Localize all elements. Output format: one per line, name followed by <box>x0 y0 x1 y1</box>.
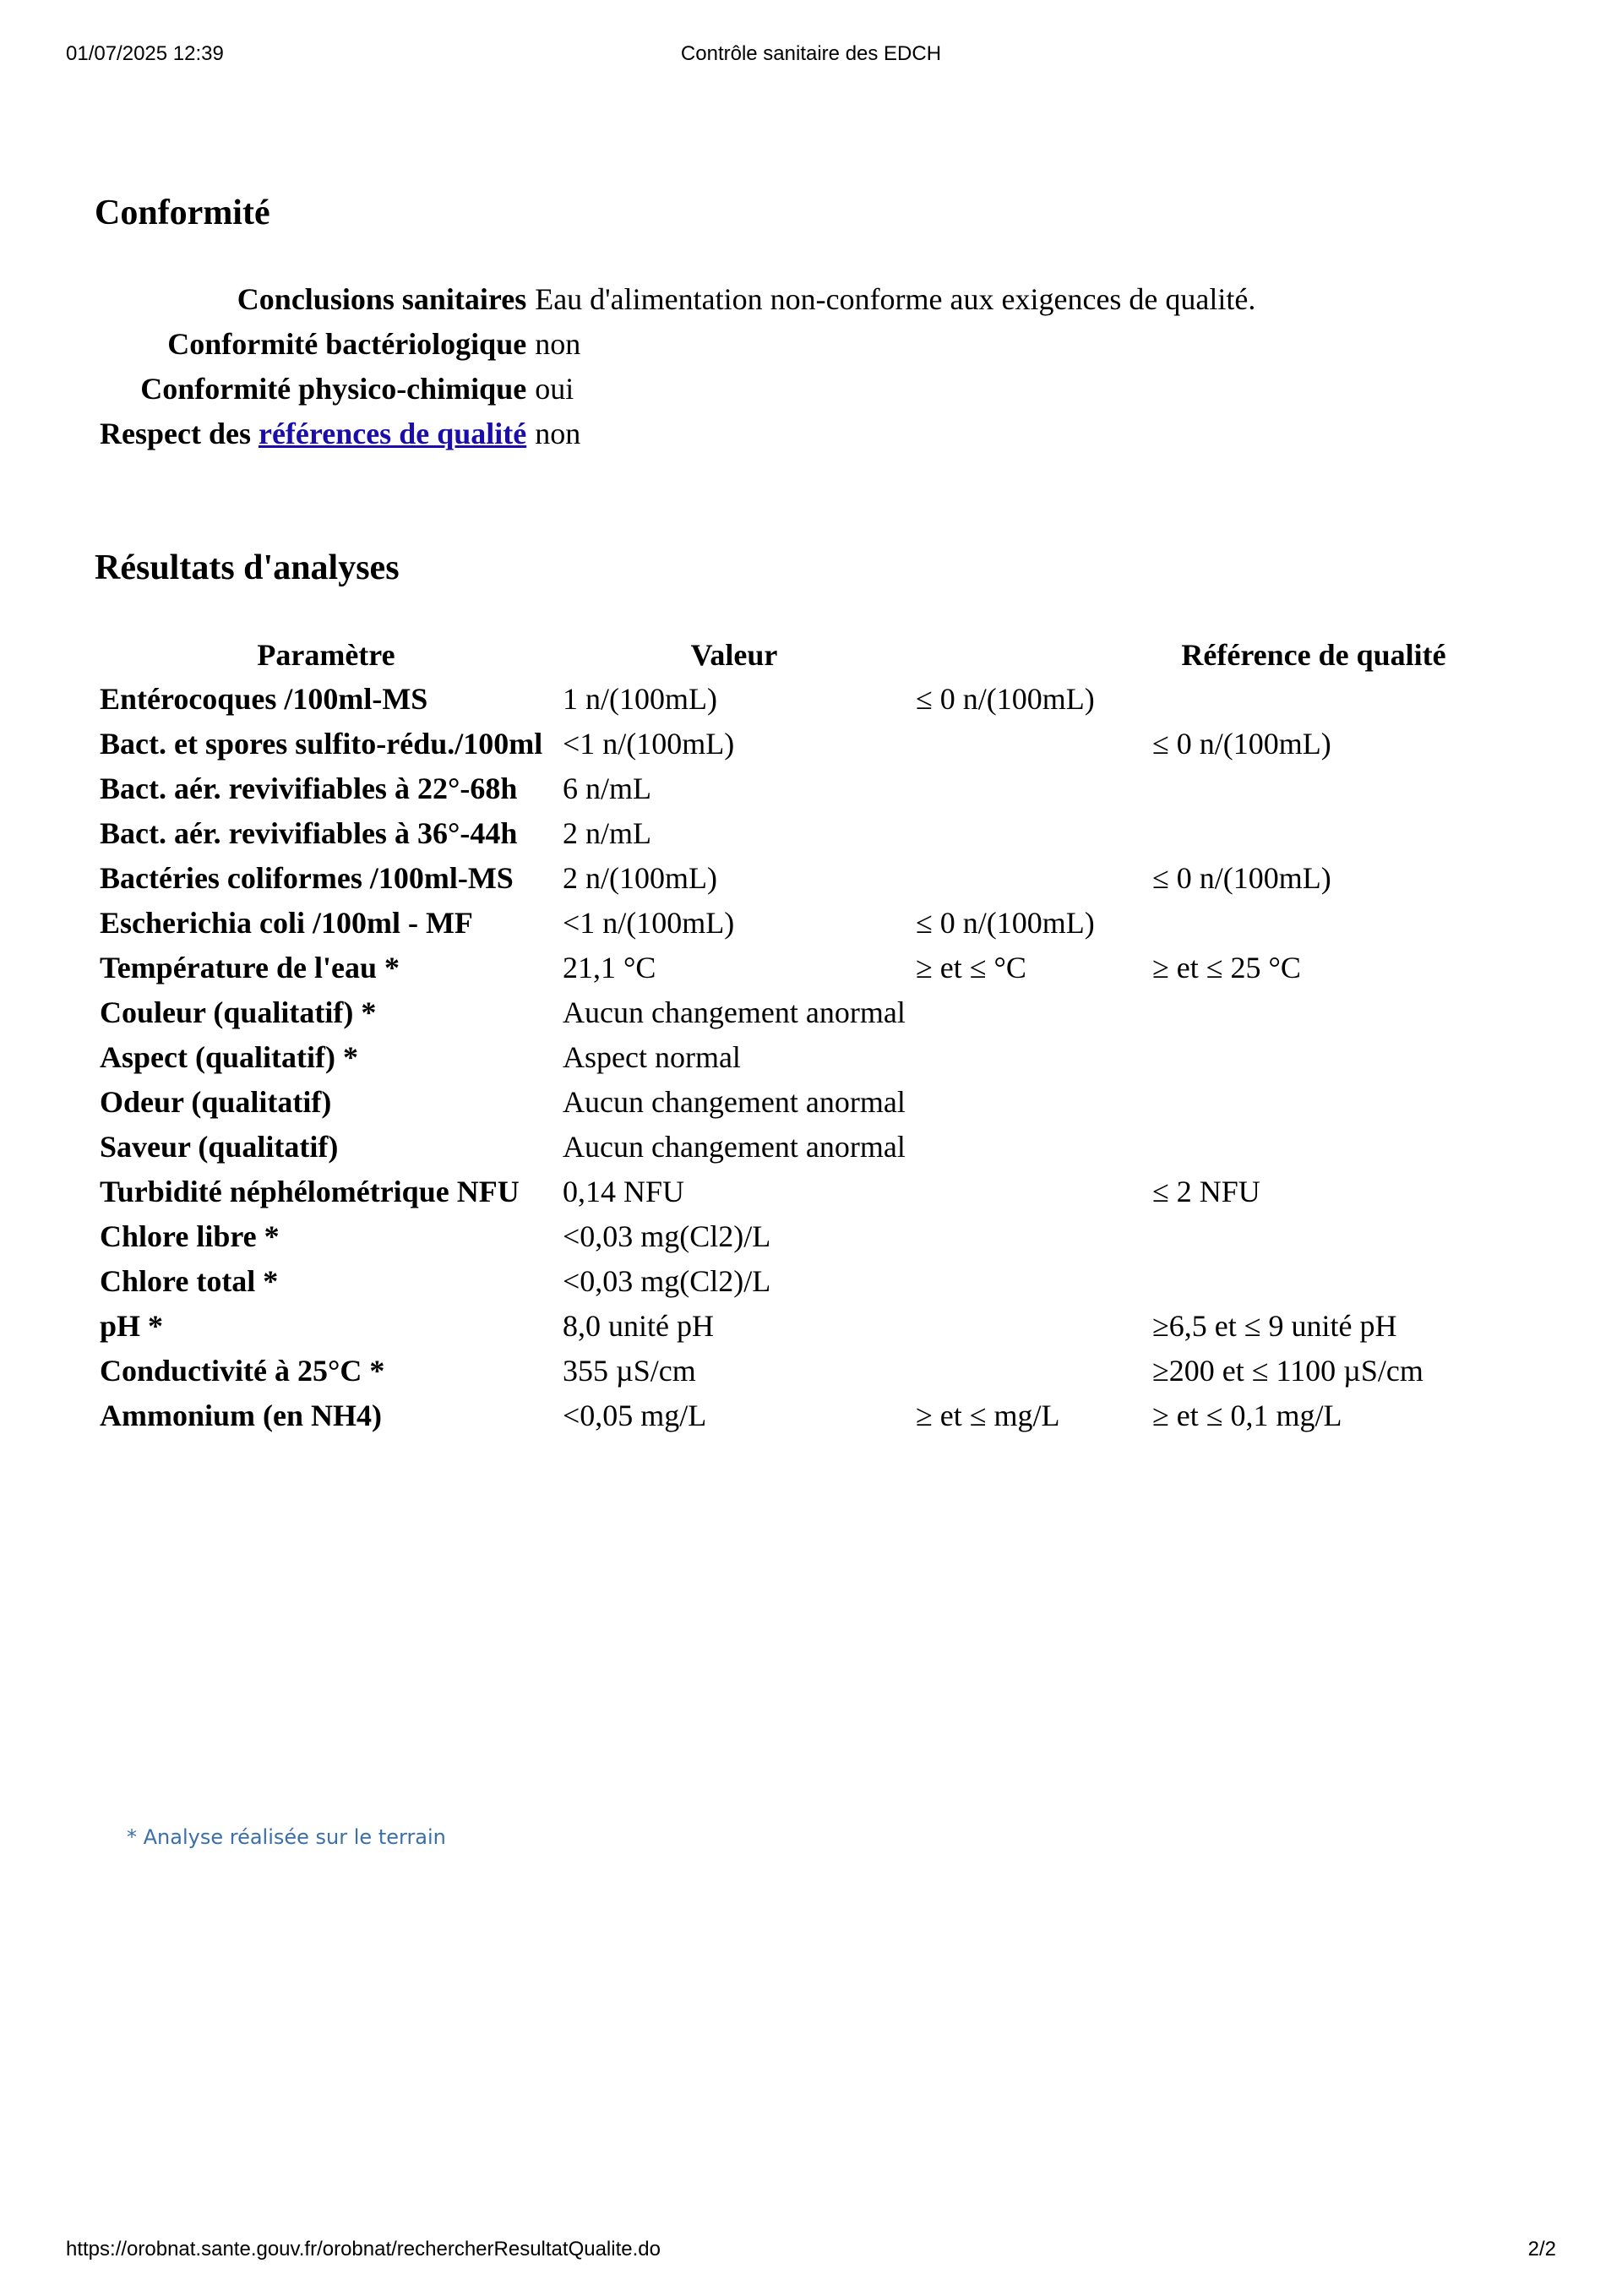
result-row <box>95 766 1480 811</box>
conformite-value: non <box>535 417 581 450</box>
valeur-cell: <1 n/(100mL) <box>563 727 735 761</box>
conformite-value: oui <box>535 372 574 406</box>
param-cell: Chlore libre * <box>100 1219 280 1253</box>
reference-cell <box>1147 990 1480 1035</box>
limite-cell <box>911 722 1147 766</box>
reference-cell: ≤ 0 n/(100mL) <box>1152 727 1331 761</box>
print-date: 01/07/2025 12:39 <box>66 42 224 65</box>
valeur-cell: 8,0 unité pH <box>563 1309 714 1343</box>
limite-cell: ≥ et ≤ °C <box>916 951 1026 984</box>
result-row <box>95 901 1480 946</box>
valeur-cell: 2 n/(100mL) <box>563 861 717 895</box>
limite-cell: ≤ 0 n/(100mL) <box>916 906 1095 940</box>
result-row <box>95 856 1480 901</box>
valeur-cell: Aucun changement anormal <box>563 1130 906 1164</box>
result-row <box>95 1080 1480 1125</box>
reference-cell <box>1147 1259 1480 1304</box>
reference-cell: ≥6,5 et ≤ 9 unité pH <box>1152 1309 1397 1343</box>
result-row <box>95 990 1480 1035</box>
param-cell: Odeur (qualitatif) <box>100 1085 332 1119</box>
reference-cell: ≥200 et ≤ 1100 µS/cm <box>1152 1354 1423 1388</box>
reference-cell: ≥ et ≤ 0,1 mg/L <box>1152 1399 1342 1432</box>
reference-cell <box>1147 811 1480 856</box>
limite-cell <box>911 766 1147 811</box>
limite-cell <box>911 1259 1147 1304</box>
valeur-cell: 0,14 NFU <box>563 1175 685 1208</box>
limite-cell <box>911 990 1147 1035</box>
result-row <box>95 722 1480 766</box>
valeur-cell: <0,03 mg(Cl2)/L <box>563 1264 771 1298</box>
respect-label-prefix: Respect des <box>100 417 259 450</box>
limite-cell: ≥ et ≤ mg/L <box>916 1399 1060 1432</box>
reference-cell <box>1147 677 1480 722</box>
print-footer <box>66 2238 1556 2268</box>
conformite-label: Conformité physico-chimique <box>140 372 527 406</box>
result-row <box>95 1035 1480 1080</box>
param-cell: Chlore total * <box>100 1264 279 1298</box>
valeur-cell: 355 µS/cm <box>563 1354 696 1388</box>
resultats-header-row <box>95 634 1480 677</box>
result-row <box>95 1393 1480 1438</box>
param-cell: Bact. aér. revivifiables à 36°-44h <box>100 816 518 850</box>
print-header <box>66 42 1556 73</box>
result-row <box>95 1170 1480 1214</box>
limite-cell <box>911 811 1147 856</box>
limite-cell <box>911 1349 1147 1393</box>
valeur-cell: <0,03 mg(Cl2)/L <box>563 1219 771 1253</box>
result-row <box>95 1214 1480 1259</box>
result-row <box>95 1349 1480 1393</box>
limite-cell <box>911 1125 1147 1170</box>
limite-cell <box>911 1035 1147 1080</box>
limite-cell <box>911 1214 1147 1259</box>
param-cell: Entérocoques /100ml-MS <box>100 682 428 716</box>
limite-cell <box>911 1304 1147 1349</box>
conformite-row <box>95 322 1259 367</box>
conformite-label: Conformité bactériologique <box>167 327 527 361</box>
limite-cell <box>911 856 1147 901</box>
reference-cell: ≤ 0 n/(100mL) <box>1152 861 1331 895</box>
valeur-cell: 6 n/mL <box>563 772 651 805</box>
header-reference: Référence de qualité <box>1181 638 1446 672</box>
result-row <box>95 677 1480 722</box>
reference-cell: ≥ et ≤ 25 °C <box>1152 951 1301 984</box>
conformite-row <box>95 277 1259 322</box>
reference-cell <box>1147 1214 1480 1259</box>
valeur-cell: 21,1 °C <box>563 951 656 984</box>
limite-cell <box>911 1080 1147 1125</box>
result-row <box>95 1304 1480 1349</box>
conformite-label: Conclusions sanitaires <box>237 282 527 316</box>
header-valeur: Valeur <box>690 638 778 672</box>
conformite-value: non <box>535 327 581 361</box>
header-parametre: Paramètre <box>257 638 395 672</box>
param-cell: Ammonium (en NH4) <box>100 1399 382 1432</box>
valeur-cell: Aucun changement anormal <box>563 1085 906 1119</box>
header-limite <box>911 634 1147 677</box>
print-page-number: 2/2 <box>1527 2238 1556 2261</box>
result-row <box>95 1259 1480 1304</box>
print-url: https://orobnat.sante.gouv.fr/orobnat/rechercherResultatQualite.do <box>66 2238 661 2261</box>
result-row <box>95 946 1480 990</box>
valeur-cell: Aucun changement anormal <box>563 995 906 1029</box>
reference-cell <box>1147 1080 1480 1125</box>
result-row <box>95 1125 1480 1170</box>
valeur-cell: <0,05 mg/L <box>563 1399 707 1432</box>
reference-cell <box>1147 766 1480 811</box>
param-cell: Aspect (qualitatif) * <box>100 1040 358 1074</box>
resultats-table <box>95 634 1480 1438</box>
valeur-cell: 1 n/(100mL) <box>563 682 717 716</box>
reference-cell: ≤ 2 NFU <box>1152 1175 1260 1208</box>
param-cell: Conductivité à 25°C * <box>100 1354 385 1388</box>
param-cell: Turbidité néphélométrique NFU <box>100 1175 520 1208</box>
param-cell: Bact. aér. revivifiables à 22°-68h <box>100 772 518 805</box>
resultats-heading: Résultats d'analyses <box>95 548 400 587</box>
param-cell: Température de l'eau * <box>100 951 400 984</box>
param-cell: Escherichia coli /100ml - MF <box>100 906 473 940</box>
conformite-label <box>95 412 530 456</box>
conformite-row <box>95 367 1259 412</box>
reference-cell <box>1147 1125 1480 1170</box>
conformite-table <box>95 277 1259 456</box>
param-cell: Bact. et spores sulfito-rédu./100ml <box>100 727 543 761</box>
references-qualite-link[interactable]: références de qualité <box>258 417 527 450</box>
print-title: Contrôle sanitaire des EDCH <box>680 42 942 65</box>
reference-cell <box>1147 901 1480 946</box>
param-cell: Saveur (qualitatif) <box>100 1130 339 1164</box>
limite-cell <box>911 1170 1147 1214</box>
conformite-value: Eau d'alimentation non-conforme aux exigences de qualité. <box>535 282 1256 316</box>
valeur-cell: 2 n/mL <box>563 816 651 850</box>
param-cell: pH * <box>100 1309 164 1343</box>
reference-cell <box>1147 1035 1480 1080</box>
valeur-cell: Aspect normal <box>563 1040 741 1074</box>
limite-cell: ≤ 0 n/(100mL) <box>916 682 1095 716</box>
conformite-row <box>95 412 1259 456</box>
result-row <box>95 811 1480 856</box>
param-cell: Couleur (qualitatif) * <box>100 995 377 1029</box>
terrain-note: * Analyse réalisée sur le terrain <box>127 1825 446 1849</box>
valeur-cell: <1 n/(100mL) <box>563 906 735 940</box>
param-cell: Bactéries coliformes /100ml-MS <box>100 861 514 895</box>
conformite-heading: Conformité <box>95 194 270 232</box>
